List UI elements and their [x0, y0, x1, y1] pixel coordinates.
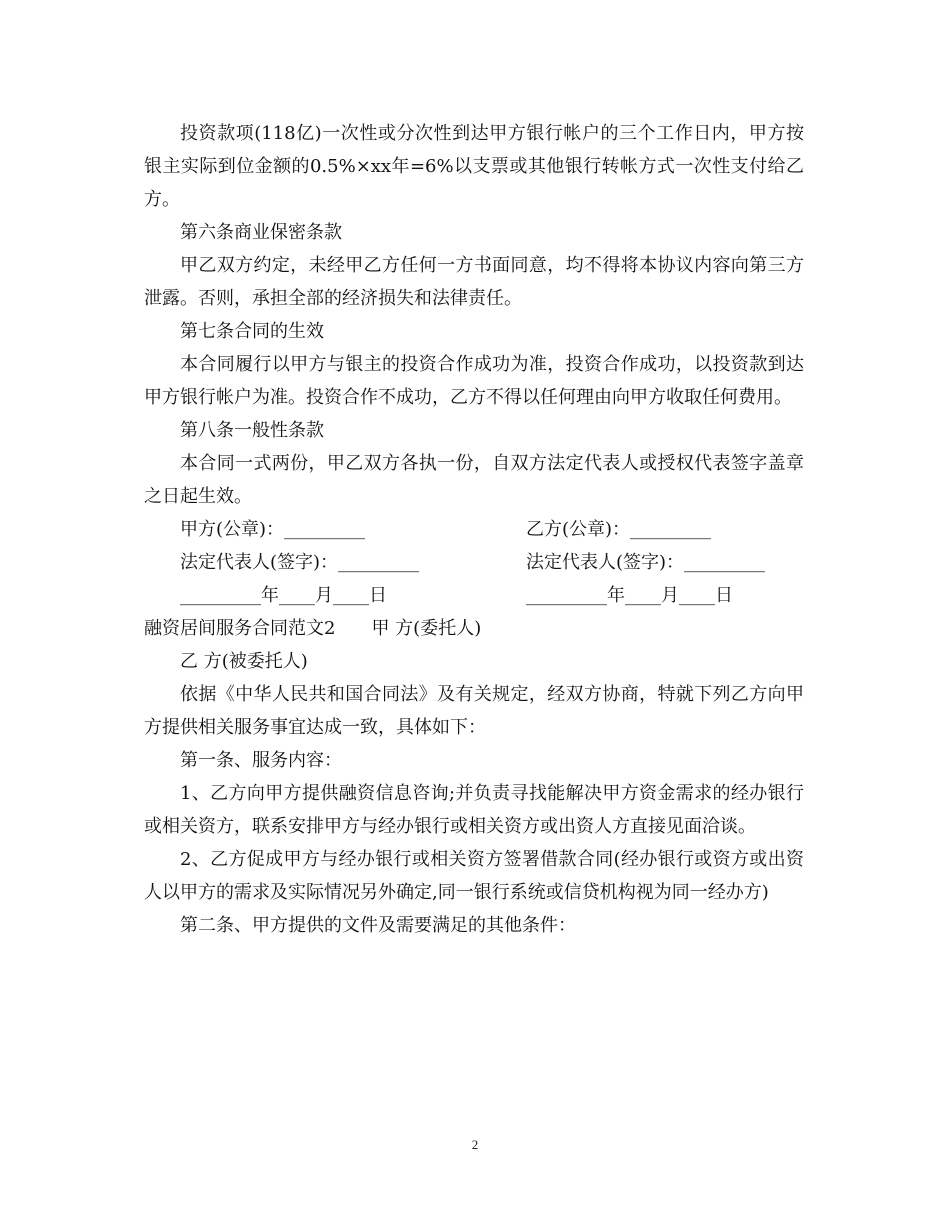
party-a-date-line: _________年____月____日	[180, 585, 387, 606]
paragraph-general-terms: 本合同一式两份，甲乙双方各执一份，自双方法定代表人或授权代表签字盖章之日起生效。	[144, 453, 804, 507]
party-b-label: 乙 方(被委托人)	[180, 651, 308, 672]
paragraph-service-item-1: 1、乙方向甲方提供融资信息咨询;并负责寻找能解决甲方资金需求的经办银行或相关资方，联系安排甲方与经办银行或相关资方或出资人方直接见面洽谈。	[144, 783, 804, 837]
page-number: 2	[471, 1137, 479, 1152]
paragraph-payment-terms: 投资款项(118亿)一次性或分次性到达甲方银行帐户的三个工作日内，甲方按银主实际到位金额的0.5%×xx年=6%以支票或其他银行转帐方式一次性支付给乙方。	[144, 123, 804, 210]
signature-block	[144, 513, 804, 612]
paragraph-service-item-2: 2、乙方促成甲方与经办银行或相关资方签署借款合同(经办银行或资方或出资人以甲方的需求及实际情况另外确定,同一银行系统或信贷机构视为同一经办方)	[144, 849, 804, 903]
section-2-heading-line	[144, 612, 804, 645]
document-body	[144, 117, 804, 942]
party-b-representative-line: 法定代表人(签字)：_________	[526, 552, 766, 573]
party-b-date-line: _________年____月____日	[526, 585, 733, 606]
signature-row-date	[144, 579, 804, 612]
heading-article-8: 第八条一般性条款	[180, 420, 324, 441]
heading-service-content: 第一条、服务内容：	[180, 750, 342, 771]
party-a-seal-line: 甲方(公章)：_________	[180, 519, 366, 540]
party-b-seal-line: 乙方(公章)：_________	[526, 519, 712, 540]
paragraph-effectiveness: 本合同履行以甲方与银主的投资合作成功为准，投资合作成功，以投资款到达甲方银行帐户为准。投资合作不成功，乙方不得以任何理由向甲方收取任何费用。	[144, 354, 804, 408]
signature-row-representative	[144, 546, 804, 579]
paragraph-legal-basis: 依据《中华人民共和国合同法》及有关规定，经双方协商，特就下列乙方向甲方提供相关服务事宜达成一致，具体如下：	[144, 684, 804, 738]
paragraph-confidentiality: 甲乙双方约定，未经甲乙方任何一方书面同意，均不得将本协议内容向第三方泄露。否则，承担全部的经济损失和法律责任。	[144, 255, 804, 309]
signature-row-seal	[144, 513, 804, 546]
party-a-label: 甲 方(委托人)	[371, 618, 482, 639]
heading-article-7: 第七条合同的生效	[180, 321, 324, 342]
section-2-title: 融资居间服务合同范文2	[144, 618, 336, 639]
heading-article-6: 第六条商业保密条款	[180, 222, 342, 243]
party-a-representative-line: 法定代表人(签字)：_________	[180, 552, 420, 573]
heading-article-2-documents: 第二条、甲方提供的文件及需要满足的其他条件：	[180, 915, 576, 936]
